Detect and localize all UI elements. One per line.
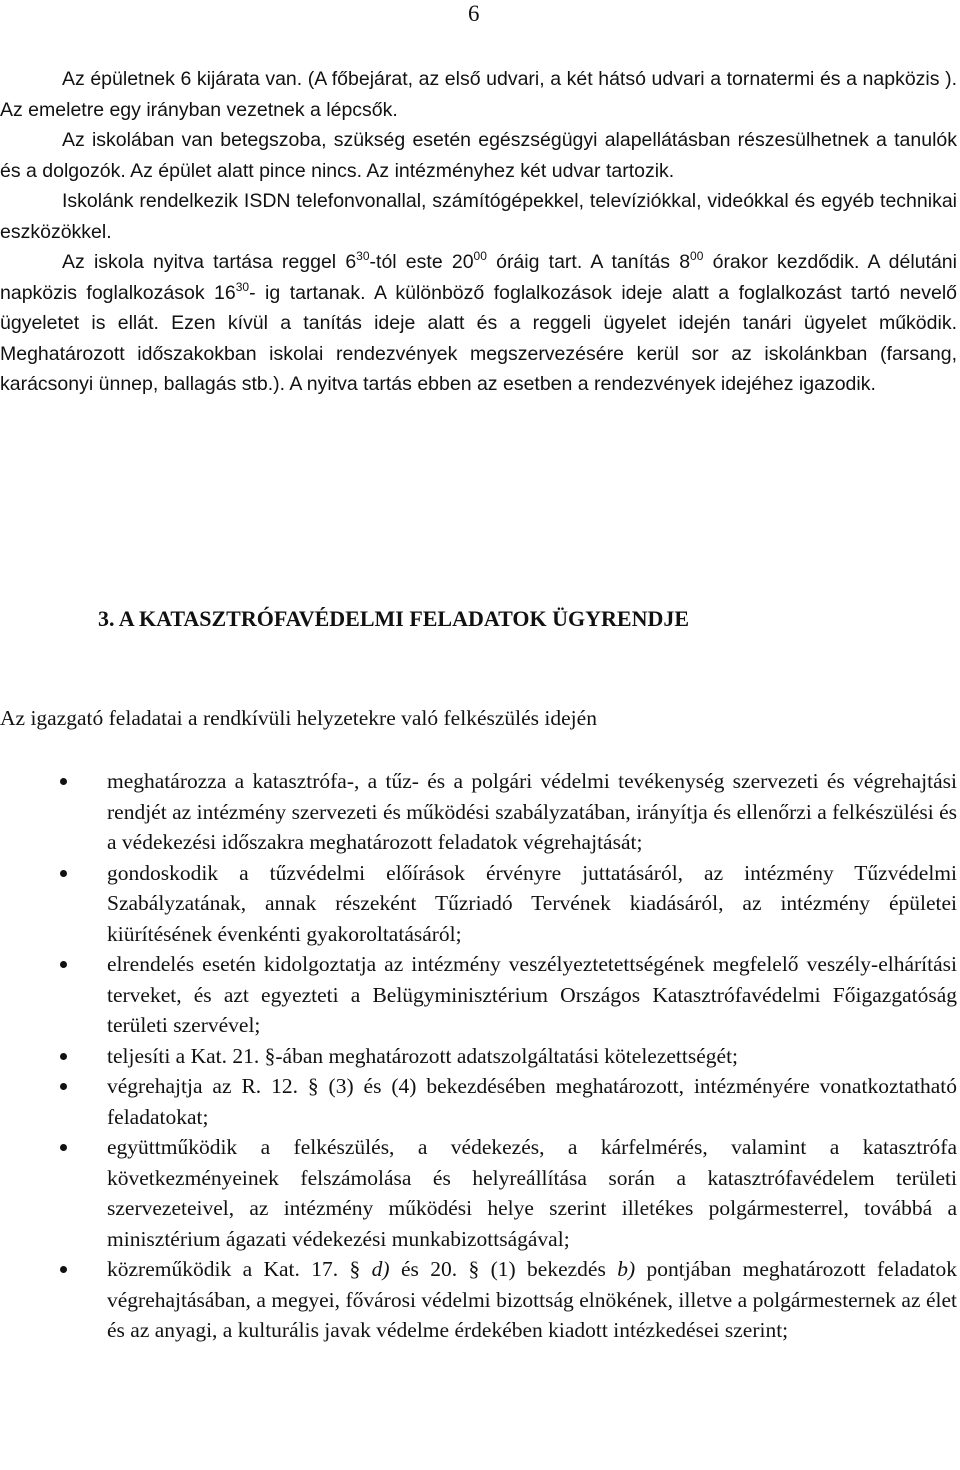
- intro-paragraph-opening-hours: [0, 247, 957, 400]
- duty-text: meghatározza a katasztrófa-, a tűz- és a polgári védelmi tevékenység szervezeti és végrehajtási rendjét az intézmény szervezeti és működési szabályzatában, irányítja és ellenőrzi a felkészülési és a védekezési időszakra meghatározott feladatok végrehajtását;: [107, 769, 957, 854]
- bullet-icon: [60, 1266, 67, 1273]
- section-heading: 3. A KATASZTRÓFAVÉDELMI FELADATOK ÜGYRENDJE: [98, 606, 690, 631]
- time-superscript: 00: [473, 249, 487, 263]
- intro-paragraph-exits: Az épületnek 6 kijárata van. (A főbejárat, az első udvari, a két hátsó udvari a tornatermi és a napközis ). Az emeletre egy irányban vezetnek a lépcsők.: [0, 68, 957, 121]
- duty-item: [0, 858, 957, 950]
- duty-italic-point: b): [617, 1257, 636, 1281]
- opening-hours-text: óráig tart. A tanítás 8: [486, 251, 691, 273]
- duty-item: [0, 1071, 957, 1132]
- bullet-icon: [60, 1053, 67, 1060]
- time-superscript: 30: [356, 249, 370, 263]
- duty-text: elrendelés esetén kidolgoztatja az intézmény veszélyeztetettségének megfelelő veszély-elhárítási terveket, és azt egyezteti a Belügyminisztérium Országos Katasztrófavédelmi Főigazgatóság területi szervével;: [107, 952, 957, 1037]
- duties-list: [0, 766, 957, 1346]
- duty-italic-point: d): [371, 1257, 390, 1281]
- intro-section: [0, 64, 957, 400]
- duty-text: közreműködik a Kat. 17. §: [107, 1257, 372, 1281]
- bullet-icon: [60, 1144, 67, 1151]
- duty-text: gondoskodik a tűzvédelmi előírások érvényre juttatásáról, az intézmény Tűzvédelmi Szabályzatának, annak részeként Tűzriadó Tervének kiadásáról, az intézmény épületei kiürítésének évenkénti gyakoroltatásáról;: [107, 860, 957, 946]
- section-subheading: Az igazgató feladatai a rendkívüli helyzetekre való felkészülés idején: [0, 706, 597, 730]
- duty-text: és 20. § (1) bekezdés: [389, 1257, 618, 1281]
- opening-hours-text: Az iskola nyitva tartása reggel 6: [62, 251, 357, 273]
- opening-hours-text: -tól este 20: [369, 251, 474, 273]
- duty-text: pontjában meghatározott feladatok végrehajtásában, a megyei, fővárosi védelmi bizottság elnökének, illetve a polgármesternek az élet és az anyagi, a kulturális javak védelme érdekében kiadott intézkedései szerint;: [107, 1257, 957, 1342]
- bullet-icon: [60, 778, 67, 785]
- duty-item: [0, 1041, 957, 1072]
- duty-text: végrehajtja az R. 12. § (3) és (4) bekezdésében meghatározott, intézményére vonatkoztatható feladatokat;: [107, 1074, 957, 1129]
- opening-hours-text: - ig tartanak. A különböző foglalkozások ideje alatt a foglalkozást tartó nevelő ügyeletet is ellát. Ezen kívül a tanítás ideje alatt és a reggeli ügyelet idején tanári ügyelet működik. Meghatározott időszakokban iskolai rendezvények megszervezésére kerül sor az iskolánkban (farsang, karácsonyi ünnep, ballagás stb.). A nyitva tartás ebben az esetben a rendezvények idejéhez igazodik.: [0, 281, 957, 395]
- bullet-icon: [60, 1083, 67, 1090]
- duty-item: [0, 766, 957, 858]
- bullet-icon: [60, 961, 67, 968]
- time-superscript: 30: [235, 279, 250, 294]
- intro-paragraph-facilities: Az iskolában van betegszoba, szükség esetén egészségügyi alapellátásban részesülhetnek a tanulók és a dolgozók. Az épület alatt pince nincs. Az intézményhez két udvar tartozik.: [0, 129, 957, 182]
- duty-text: együttműködik a felkészülés, a védekezés, a kárfelmérés, valamint a katasztrófa következményeinek felszámolása és helyreállítása során a katasztrófavédelem területi szervezeteivel, az intézmény működési helye szerint illetékes polgármesterrel, továbbá a minisztérium ágazati védekezési munkabizottságával;: [107, 1135, 957, 1251]
- duty-text: teljesíti a Kat. 21. §-ában meghatározott adatszolgáltatási kötelezettségét;: [107, 1043, 739, 1068]
- duty-item: [0, 1254, 957, 1346]
- page-number: 6: [468, 1, 480, 26]
- opening-hours-text: órakor kezdődik. A délutáni napközis foglalkozások 16: [0, 251, 957, 304]
- time-superscript: 00: [690, 249, 704, 263]
- duty-item: [0, 1132, 957, 1254]
- bullet-icon: [60, 870, 67, 877]
- duty-item: [0, 949, 957, 1041]
- intro-paragraph-equipment: Iskolánk rendelkezik ISDN telefonvonallal, számítógépekkel, televíziókkal, videókkal és egyéb technikai eszközökkel.: [0, 190, 957, 243]
